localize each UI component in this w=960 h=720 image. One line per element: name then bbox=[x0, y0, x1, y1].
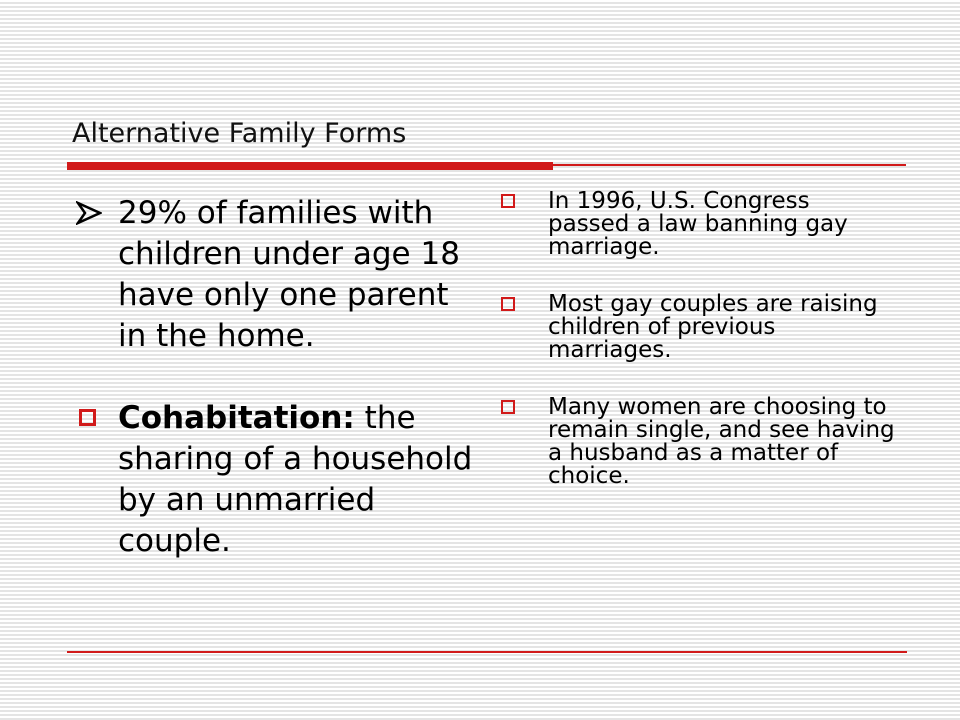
bullet-text: Many women are choosing to remain single, and see having a husband as a matter of choice. bbox=[548, 394, 895, 489]
footer-divider-line bbox=[67, 651, 907, 653]
bullet-term: Cohabitation: bbox=[118, 400, 355, 436]
square-bullet-icon bbox=[497, 190, 548, 208]
left-bullet-one-parent bbox=[76, 193, 476, 357]
left-bullet-cohabitation bbox=[76, 398, 476, 562]
title-accent-bar bbox=[67, 162, 553, 170]
arrow-bullet-icon bbox=[76, 193, 118, 225]
slide-title: Alternative Family Forms bbox=[72, 118, 407, 149]
title-divider-line bbox=[553, 164, 906, 166]
right-bullet-1996-law bbox=[497, 190, 897, 259]
square-bullet-icon bbox=[76, 398, 118, 426]
square-bullet-icon bbox=[497, 293, 548, 311]
right-column bbox=[497, 190, 897, 522]
bullet-text bbox=[118, 398, 476, 562]
right-bullet-gay-couples bbox=[497, 293, 897, 362]
bullet-definition: the sharing of a household by an unmarried couple. bbox=[118, 400, 473, 559]
left-column bbox=[76, 193, 476, 603]
right-bullet-single-women bbox=[497, 396, 897, 488]
bullet-text: 29% of families with children under age 18 have only one parent in the home. bbox=[118, 195, 460, 354]
bullet-text: In 1996, U.S. Congress passed a law banning gay marriage. bbox=[548, 188, 848, 260]
square-bullet-icon bbox=[497, 396, 548, 414]
bullet-text: Most gay couples are raising children of previous marriages. bbox=[548, 291, 878, 363]
